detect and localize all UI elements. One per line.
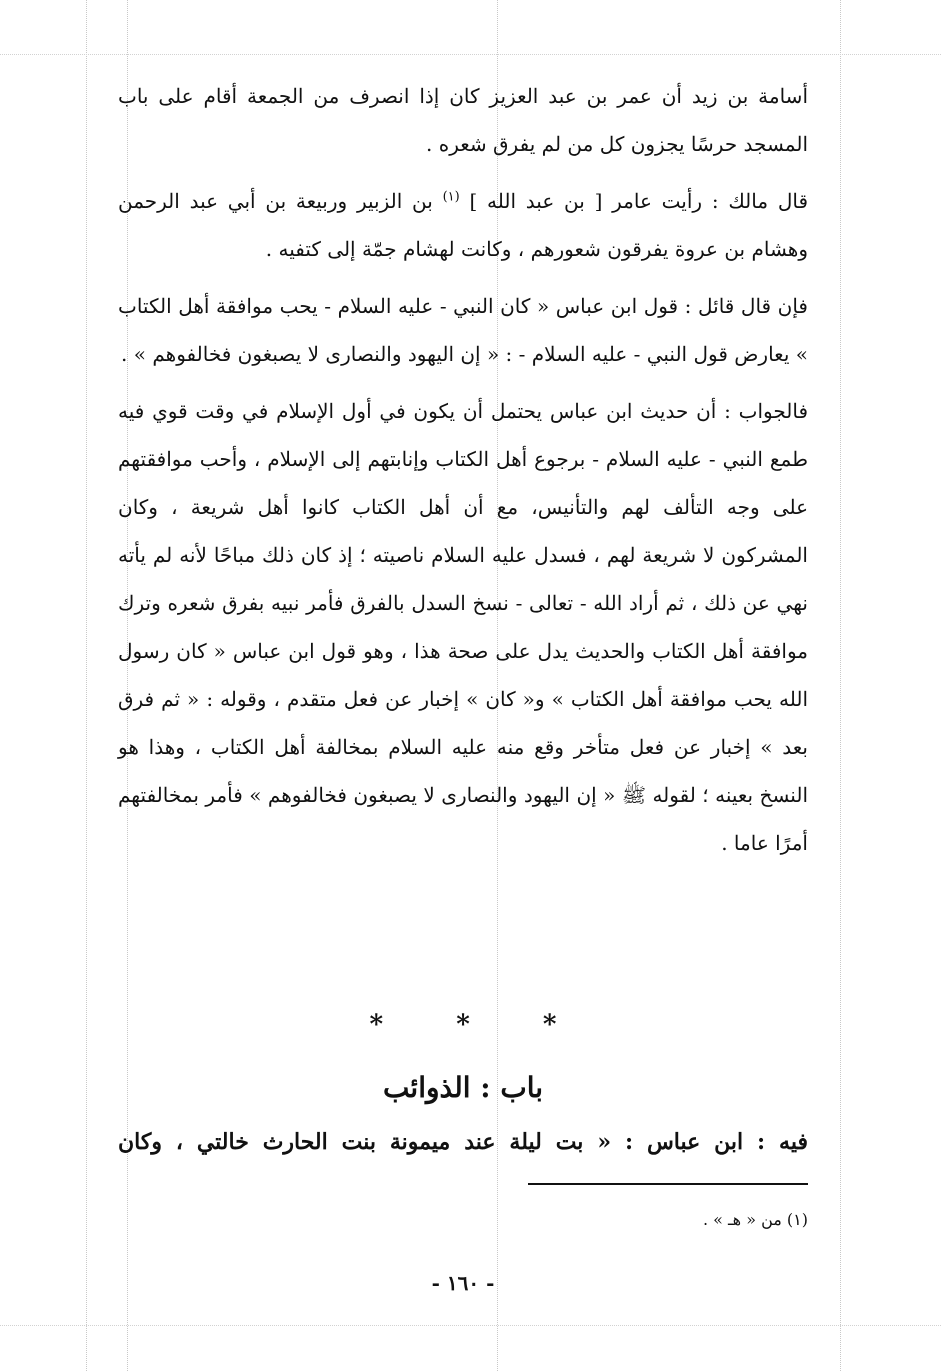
malik-quote: قال مالك : رأيت عامر [ بن عبد الله ] — [469, 189, 809, 213]
scan-guide-line — [86, 0, 87, 1371]
scan-guide-line — [0, 1325, 941, 1326]
scan-guide-line — [0, 54, 941, 55]
paragraph-objection: فإن قال قائل : قول ابن عباس « كان النبي - عليه السلام - يحب موافقة أهل الكتاب » يعارض قول النبي - عليه السلام - : « إن اليهود والنصارى لا يصبغون فخالفوهم » . — [118, 294, 808, 366]
page-number: - ١٦٠ - — [431, 1271, 495, 1295]
footnote-divider — [528, 1183, 808, 1185]
main-text — [118, 72, 808, 867]
separator-star: * — [369, 1010, 384, 1040]
paragraph-malik — [118, 177, 808, 273]
paragraph-1: أسامة بن زيد أن عمر بن عبد العزيز كان إذا انصرف من الجمعة أقام على باب المسجد حرسًا يجزون كل من لم يفرق شعره . — [118, 84, 808, 156]
separator-star: * — [542, 1010, 557, 1040]
scan-guide-line — [840, 0, 841, 1371]
section-separator — [118, 1010, 808, 1040]
chapter-title: باب : الذوائب — [382, 1071, 544, 1104]
chapter-first-line: فيه : ابن عباس : « بت ليلة عند ميمونة بنت الحارث خالتي ، وكان — [118, 1129, 808, 1155]
paragraph-answer: فالجواب : أن حديث ابن عباس يحتمل أن يكون في أول الإسلام في وقت قوي فيه طمع النبي - عليه السلام - برجوع أهل الكتاب وإنابتهم إلى الإسلام ، وأحب موافقتهم على وجه التألف لهم والتأنيس، مع أن أهل الكتاب كانوا أهل شريعة ، وكان المشركون لا شريعة لهم ، فسدل عليه السلام ناصيته ؛ إذ كان ذلك مباحًا لأنه لم يأته نهي عن ذلك ، ثم أراد الله - تعالى - نسخ السدل بالفرق فأمر نبيه بفرق شعره وترك موافقة أهل الكتاب والحديث يدل على صحة هذا ، وهو قول ابن عباس « كان رسول الله يحب موافقة أهل الكتاب » و« كان » إخبار عن فعل متقدم ، وقوله : « ثم فرق بعد » إخبار عن فعل متأخر وقع منه عليه السلام بمخالفة أهل الكتاب ، وهذا هو النسخ بعينه ؛ لقوله ﷺ « إن اليهود والنصارى لا يصبغون فخالفوهم » فأمر بمخالفتهم أمرًا عاما . — [118, 399, 808, 855]
separator-star: * — [456, 1010, 470, 1040]
malik-continuation: بن الزبير وربيعة بن أبي عبد الرحمن وهشام بن عروة يفرقون شعورهم ، وكانت لهشام جمّة إلى كتفيه . — [118, 189, 808, 261]
footnote-marker[interactable]: (١) — [442, 189, 460, 205]
footnote: (١) من « هـ » . — [702, 1210, 808, 1229]
